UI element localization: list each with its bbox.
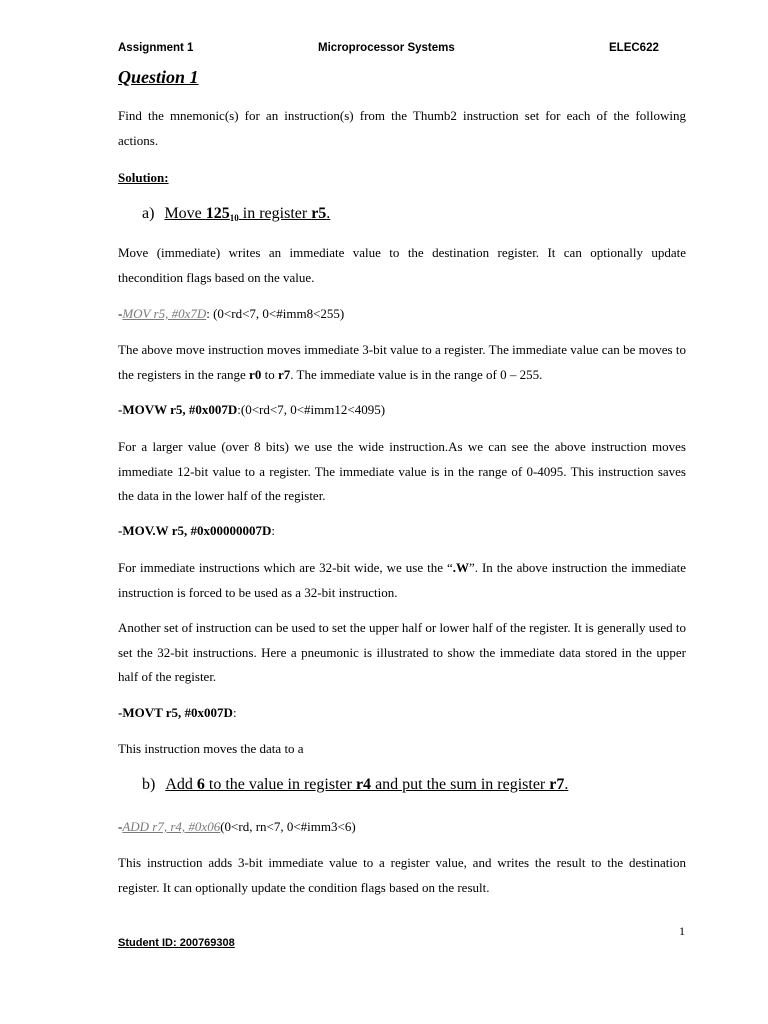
add-code: ADD r7, r4, #0x06 [122, 819, 221, 834]
mov-range: : (0<rd<7, 0<#imm8<255) [206, 306, 345, 321]
page-number: 1 [679, 924, 685, 938]
upper-half-paragraph: Another set of instruction can be used to set the upper half or lower half of the register. It is generally used to set the 32-bit instructions. Here a pneumonic is illustrated to show the immediate data stored in the upper half of the register. [118, 620, 686, 684]
add-range: (0<rd, rn<7, 0<#imm3<6) [220, 819, 356, 834]
part-a-register: r5 [311, 205, 327, 222]
movdotw-colon: : [271, 523, 275, 538]
part-a-base: 10 [229, 213, 239, 223]
add-instruction-line [118, 815, 686, 840]
add-explanation: This instruction adds 3-bit immediate value to a register value, and writes the result to the destination register. It can optionally update the condition flags based on the result. [118, 855, 686, 895]
movdotw-text-2: ”. In the above instruction the immediate instruction is forced to be used as a 32-bit instruction. [118, 560, 686, 600]
part-b-text-2: to the value in register [204, 776, 356, 793]
movw-explanation: For a larger value (over 8 bits) we use the wide instruction.As we can see the above instruction moves immediate 12-bit value to a register. The immediate value is in the range of 0-4095. This instruction saves the data in the lower half of the register. [118, 439, 686, 503]
movdotw-text: For immediate instructions which are 32-bit wide, we use the “ [118, 560, 453, 575]
part-b-text-3: and put the sum in register [371, 776, 550, 793]
part-b-text: Add [165, 776, 197, 793]
movw-range: :(0<rd<7, 0<#imm12<4095) [237, 402, 386, 417]
mov-explanation-range: . The immediate value is in the range of 0 – 255. [290, 366, 543, 382]
question-title: Question 1 [118, 67, 199, 87]
header-assignment: Assignment 1 [118, 42, 194, 54]
part-b-register-r7: r7 [549, 776, 565, 793]
mov-explanation [118, 338, 686, 387]
mov-code: MOV r5, #0x7D [122, 306, 207, 321]
move-description: Move (immediate) writes an immediate value to the destination register. It can optionally update thecondition flags based on the value. [118, 245, 686, 285]
movt-code: -MOVT r5, #0x007D [118, 705, 233, 720]
part-b-heading [142, 776, 682, 794]
header-course-title: Microprocessor Systems [318, 42, 455, 54]
part-a-period: . [326, 205, 331, 222]
student-id-footer: Student ID: 200769308 [118, 937, 235, 949]
part-a-text-2: in register [238, 205, 312, 222]
part-a-letter: a) [142, 205, 155, 222]
movt-instruction-line [118, 701, 686, 726]
intro-paragraph: Find the mnemonic(s) for an instruction(s) from the Thumb2 instruction set for each of the following actions. [118, 108, 686, 148]
part-a-number: 125 [205, 205, 230, 222]
header-course-code: ELEC622 [609, 42, 659, 54]
mov-instruction-line [118, 302, 686, 327]
movt-colon: : [232, 705, 237, 720]
movt-explanation: This instruction moves the data to a [118, 741, 304, 756]
movw-instruction-line [118, 398, 686, 423]
part-b-register-r4: r4 [355, 776, 372, 793]
add-dash: - [118, 819, 123, 834]
reg-r0: r0 [249, 366, 262, 382]
reg-r7: r7 [277, 366, 291, 382]
part-b-letter: b) [142, 776, 156, 793]
movdotw-explanation [118, 556, 686, 605]
movdotw-code: -MOV.W r5, #0x00000007D [118, 523, 272, 538]
part-a-heading [142, 205, 682, 223]
movdotw-instruction-line [118, 519, 686, 544]
solution-label: Solution: [118, 170, 169, 185]
part-b-period: . [564, 776, 569, 793]
part-b-number: 6 [196, 776, 205, 793]
mov-dash: - [118, 306, 123, 321]
mov-explanation-text: The above move instruction moves immediate 3-bit value to a register. The immediate value can be moves to the registers in the range [118, 342, 686, 382]
mov-explanation-to: to [261, 366, 278, 382]
movw-code: -MOVW r5, #0x007D [118, 402, 238, 417]
wide-suffix: .W [452, 560, 469, 575]
part-a-text: Move [164, 205, 206, 222]
